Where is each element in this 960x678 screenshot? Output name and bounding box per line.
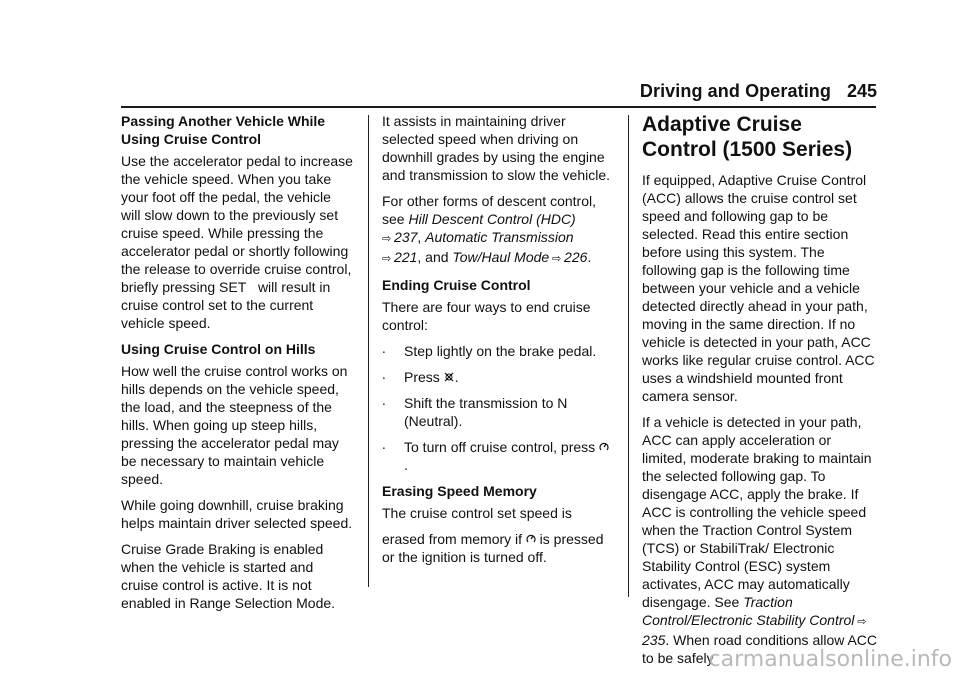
link-page-221[interactable]: 221 [394,249,418,265]
bullet-icon: ∙ [382,439,386,455]
paragraph-passing: Use the accelerator pedal to increase the vehicle speed. When you take your foot off the pedal, the vehicle will slow down to the previously set cruise speed. While pressing the accelerator pedal or shortly following the release to override cruise control, briefly pressing SET will result in cruise control set to the current vehicle speed. [121,153,353,331]
link-page-235[interactable]: 235 [642,632,666,648]
period: . [587,249,592,265]
list-item [382,438,612,474]
list-item [382,368,612,386]
cruise-onoff-icon [526,533,536,545]
page-arrow-icon: ⇨ [857,616,867,628]
paragraph-descent-refs [382,192,612,268]
page-arrow-icon: ⇨ [552,253,562,265]
paragraph-hills: How well the cruise control works on hills depends on the vehicle speed, the load, and the steepness of the hills. When going up steep hills, pressing the accelerator pedal may be necessary to maintain vehicle speed. [121,363,348,487]
text-see: For other forms of descent control, see [382,193,596,227]
bullet-text: Step lightly on the brake pedal. [404,343,597,359]
cruise-cancel-icon [444,371,454,383]
list-item [382,342,612,360]
page-arrow-icon: ⇨ [382,233,392,245]
watermark: carmanualsonline.info [708,647,952,672]
paragraph-descent-assist: It assists in maintaining driver selected speed when driving on downhill grades by using the engine and transmission to slow the vehicle. [382,113,610,183]
link-page-226[interactable]: 226 [564,249,588,265]
period: . [404,457,408,473]
header-rule [121,106,876,108]
heading-passing: Passing Another Vehicle While Using Cruise Control [121,113,326,147]
link-hill-descent-control[interactable]: Hill Descent Control (HDC) [408,211,576,227]
paragraph-erased [382,530,612,566]
page-number: 245 [846,81,877,101]
bullet-icon: ∙ [382,343,386,359]
text-erased-pre: erased from memory if [382,531,523,547]
section-heading-acc: Adaptive Cruise Control (1500 Series) [642,113,853,161]
paragraph-downhill: While going downhill, cruise braking helps maintain driver selected speed. [121,497,353,531]
list-item [382,394,612,430]
paragraph-four-ways: There are four ways to end cruise control: [382,299,591,333]
link-tow-haul-mode[interactable]: Tow/Haul Mode [452,249,550,265]
paragraph-acc-intro: If equipped, Adaptive Cruise Control (ACC) allows the cruise control set speed and following gap to be selected. Read this entire section before using this system. The following gap is the following time between your vehicle and a vehicle detected directly ahead in your path, moving in the same direction. If no vehicle is detected in your path, ACC works like regular cruise control. ACC uses a windshield mounted front camera sensor. [642,172,875,404]
column-divider-1 [368,115,369,587]
section-title: Driving and Operating [639,81,831,101]
column-divider-2 [628,115,629,597]
separator: , and [417,249,453,265]
text-erased-post: is pressed or the ignition is turned off. [382,531,604,565]
text-acc-braking: If a vehicle is detected in your path, ACC can apply acceleration or limited, moderate braking to maintain the selected following gap. To disengage ACC, apply the brake. If ACC is controlling the vehicle speed when the Traction Control System (TCS) or StabiliTrak/ Electronic Stability Control (ESC) system activates, ACC may automatically disengage. See [642,414,872,610]
link-automatic-transmission[interactable]: Automatic Transmission [425,229,574,245]
bullet-icon: ∙ [382,395,386,411]
paragraph-grade-braking: Cruise Grade Braking is enabled when the vehicle is started and cruise control is active. It is not enabled in Range Selection Mode. [121,541,336,611]
heading-hills: Using Cruise Control on Hills [121,341,316,357]
bullet-icon: ∙ [382,369,386,385]
column-2 [382,112,612,574]
column-1 [121,112,353,620]
bullet-text: To turn off cruise control, press [404,439,596,455]
separator: , [417,229,426,245]
page-arrow-icon: ⇨ [382,253,392,265]
link-traction-control[interactable]: Traction Control/Electronic Stability Control [642,594,855,628]
bullet-text: Shift the transmission to N (Neutral). [404,395,568,429]
heading-ending-cruise: Ending Cruise Control [382,277,531,293]
heading-erasing-memory: Erasing Speed Memory [382,483,537,499]
text-acc-braking-end: . When road conditions allow ACC to be safely [642,632,878,666]
bullet-text: Press [404,369,440,385]
paragraph-acc-braking [642,413,878,667]
period: . [454,369,459,385]
link-page-237[interactable]: 237 [394,229,418,245]
cruise-onoff-icon [599,441,609,453]
paragraph-set-speed: The cruise control set speed is [382,505,572,521]
column-3 [642,110,878,675]
